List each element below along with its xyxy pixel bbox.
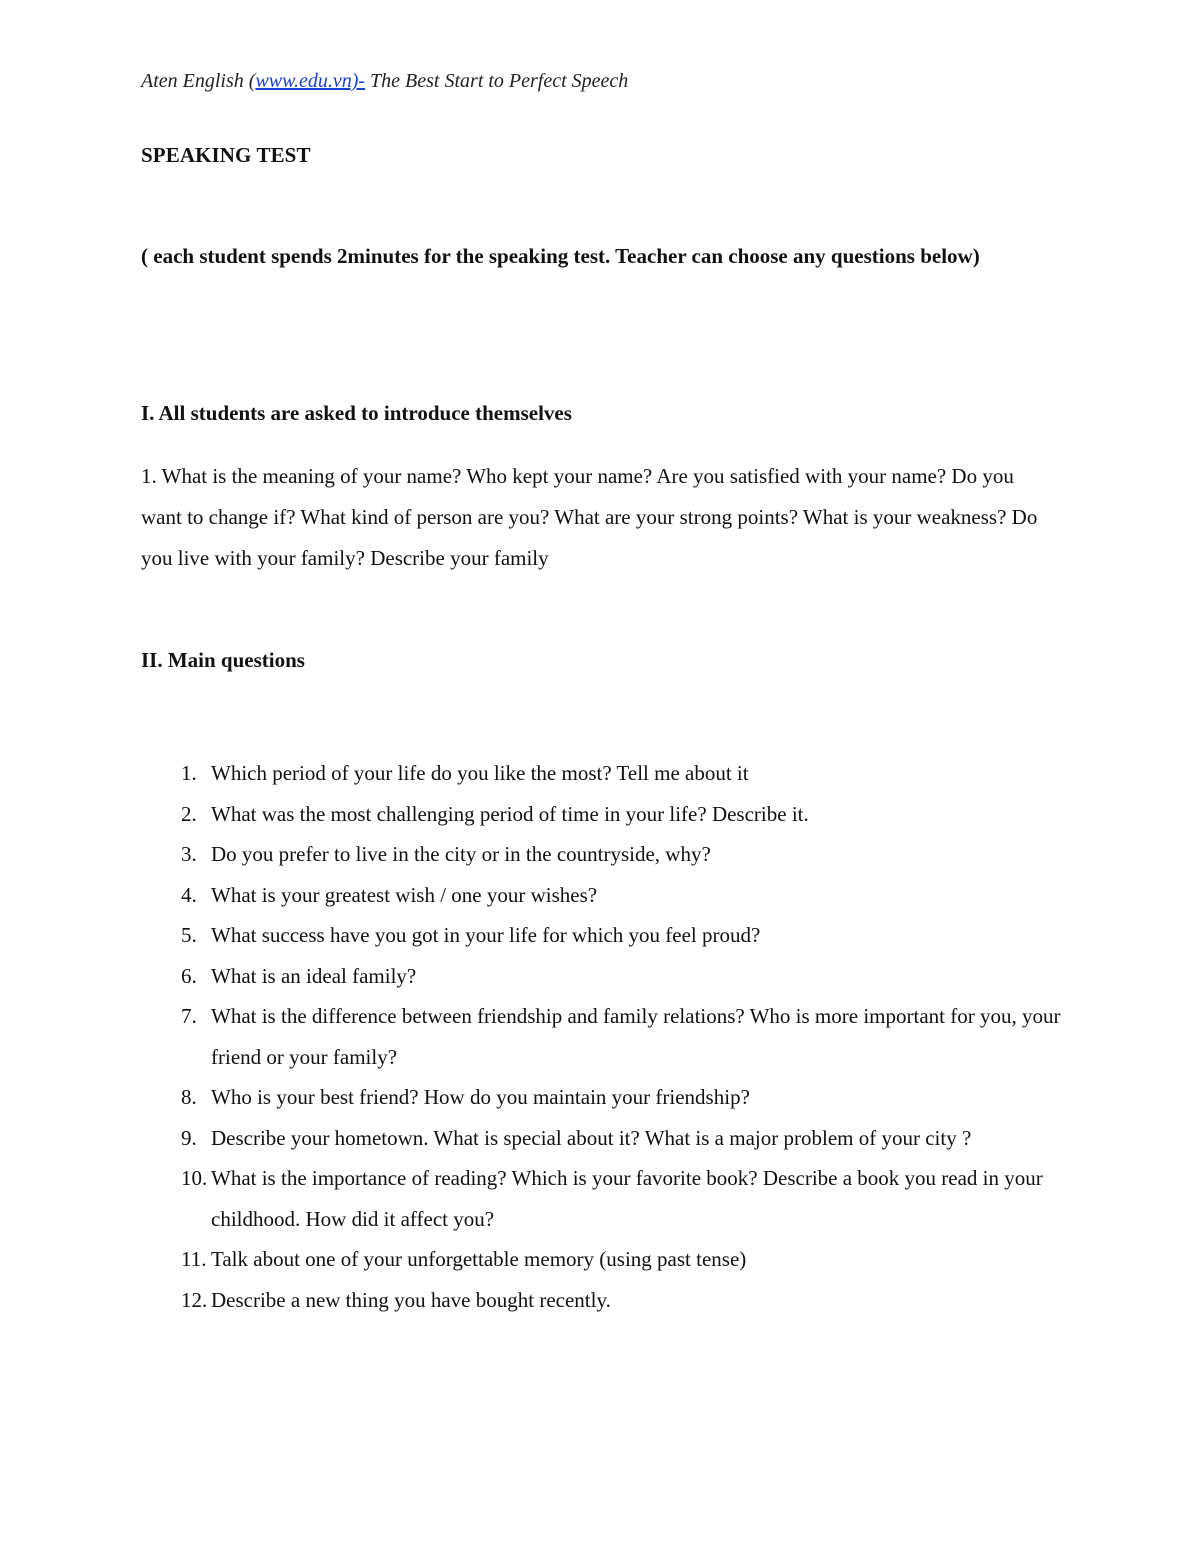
list-item xyxy=(141,1280,1061,1321)
question-text: What is your greatest wish / one your wishes? xyxy=(211,882,598,907)
question-number: 10. xyxy=(181,1166,208,1190)
question-text: What success have you got in your life for which you feel proud? xyxy=(211,923,761,947)
header-prefix: Aten English ( xyxy=(141,70,256,92)
list-item xyxy=(141,834,1061,875)
list-item xyxy=(141,875,1061,916)
header-suffix: The Best Start to Perfect Speech xyxy=(365,70,629,92)
section-1-paragraph: 1. What is the meaning of your name? Who kept your name? Are you satisfied with your name? Do you want to change if? What kind of person are you? What are your strong points? What is your weakness? Do you live with your family? Describe your family xyxy=(141,464,1038,570)
document-title: SPEAKING TEST xyxy=(141,143,311,167)
section-1-heading: I. All students are asked to introduce themselves xyxy=(141,401,572,425)
section-2-heading: II. Main questions xyxy=(141,648,305,672)
question-text: What is an ideal family? xyxy=(211,963,417,988)
question-number: 2. xyxy=(181,801,197,826)
question-number: 11. xyxy=(181,1247,207,1271)
header-link[interactable]: www.edu.vn)- xyxy=(255,70,366,92)
question-number: 5. xyxy=(181,923,197,947)
page-header xyxy=(141,70,628,93)
list-item xyxy=(141,1239,1061,1280)
question-number: 12. xyxy=(181,1287,208,1312)
list-item xyxy=(141,794,1061,835)
question-number: 7. xyxy=(181,1004,197,1028)
question-text: Talk about one of your unforgettable memory (using past tense) xyxy=(211,1247,747,1271)
question-text: Which period of your life do you like the most? Tell me about it xyxy=(211,761,749,785)
question-number: 8. xyxy=(181,1085,197,1109)
list-item xyxy=(141,956,1061,997)
main-questions-list xyxy=(141,753,1061,1320)
question-text: What is the difference between friendship and family relations? Who is more important for you, your friend or your family? xyxy=(211,1004,1061,1069)
question-text: Describe your hometown. What is special about it? What is a major problem of your city ? xyxy=(211,1125,972,1150)
question-text: Do you prefer to live in the city or in the countryside, why? xyxy=(211,842,711,866)
question-number: 3. xyxy=(181,842,197,866)
list-item xyxy=(141,996,1061,1077)
list-item xyxy=(141,753,1061,794)
list-item xyxy=(141,915,1061,956)
question-number: 6. xyxy=(181,963,197,988)
question-text: Describe a new thing you have bought recently. xyxy=(211,1287,611,1312)
question-text: What was the most challenging period of time in your life? Describe it. xyxy=(211,801,809,826)
question-text: What is the importance of reading? Which is your favorite book? Describe a book you read in your childhood. How did it affect you? xyxy=(211,1166,1043,1231)
list-item xyxy=(141,1118,1061,1159)
question-number: 1. xyxy=(181,761,197,785)
list-item xyxy=(141,1077,1061,1118)
question-number: 9. xyxy=(181,1125,197,1150)
list-item xyxy=(141,1158,1061,1239)
test-instruction: ( each student spends 2minutes for the speaking test. Teacher can choose any questions below) xyxy=(141,244,980,268)
question-number: 4. xyxy=(181,882,197,907)
question-text: Who is your best friend? How do you maintain your friendship? xyxy=(211,1085,750,1109)
